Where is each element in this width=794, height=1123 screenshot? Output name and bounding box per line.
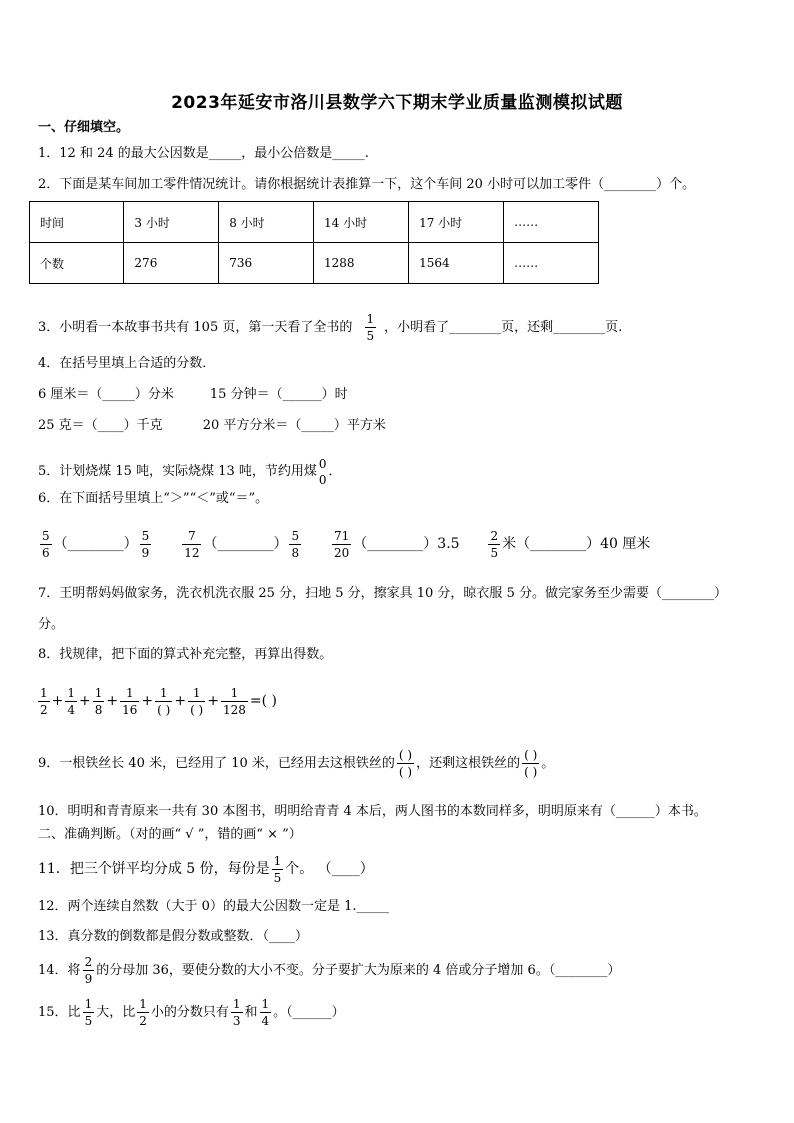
question-text: 在括号里填上合适的分数．	[59, 356, 216, 371]
question-2	[38, 176, 695, 194]
question-number: 14．	[38, 963, 68, 978]
question-text: 明明和青青原来一共有 30 本图书，明明给青青 4 本后，两人图书的本数同样多，明明原来有（______）本书。	[67, 804, 707, 819]
page-title: 2023年延安市洛川县数学六下期末学业质量监测模拟试题	[171, 93, 623, 113]
plus-sign: +	[79, 693, 91, 709]
question-text: 把三个饼平均分成 5 份，每份是	[69, 861, 270, 877]
question-number: 15．	[38, 1005, 68, 1020]
numerator: 5	[42, 528, 50, 543]
q4-item-c: 25 克＝（____）千克	[38, 418, 163, 433]
denominator: 2	[40, 702, 48, 717]
question-number: 5．	[38, 464, 60, 479]
fraction	[65, 687, 77, 716]
denominator: 6	[42, 545, 50, 560]
numerator: 1	[232, 997, 241, 1011]
fraction	[488, 530, 500, 559]
denominator-blank: ( )	[398, 765, 413, 779]
numerator: 0	[318, 456, 327, 471]
fraction	[83, 956, 95, 985]
denominator: 16	[122, 702, 138, 717]
question-11	[38, 852, 374, 886]
numerator: 1	[94, 685, 103, 700]
denominator: 4	[261, 1014, 270, 1028]
fraction	[188, 687, 205, 716]
numerator: 7	[182, 530, 201, 545]
fraction	[137, 998, 149, 1027]
plus-sign: +	[106, 693, 119, 709]
answer-blank: （________）	[516, 536, 601, 552]
fraction	[93, 687, 105, 716]
compare-value: 3.5	[437, 536, 460, 552]
plus-sign: +	[141, 693, 154, 709]
comparison-item	[330, 524, 460, 564]
q4-row-1	[38, 386, 348, 404]
denominator-blank: ( )	[157, 702, 171, 717]
fraction	[40, 530, 52, 559]
table-cell: 1564	[409, 243, 504, 284]
fraction	[231, 998, 243, 1027]
question-1	[38, 145, 369, 163]
answer-blank: （________）	[53, 536, 138, 552]
fraction-blank	[522, 749, 539, 778]
fraction	[289, 530, 301, 559]
fraction	[38, 687, 50, 716]
numerator: 71	[334, 528, 350, 543]
denominator: 5	[490, 545, 499, 560]
question-number: 9．	[38, 756, 60, 771]
table-cell: 14 小时	[314, 202, 409, 243]
question-number: 2．	[38, 177, 60, 192]
denominator: 20	[334, 545, 350, 560]
equals-answer-blank: =( )	[249, 693, 277, 709]
fraction	[332, 530, 351, 559]
question-number: 3．	[38, 320, 60, 335]
period: ．	[328, 464, 342, 479]
denominator: 12	[184, 545, 200, 560]
table-cell: 8 小时	[219, 202, 314, 243]
answer-blank: （________）	[203, 536, 288, 552]
question-7-cont: 分。	[38, 617, 65, 632]
denominator: 5	[273, 870, 282, 885]
question-number: 12．	[38, 899, 68, 914]
comparison-item	[180, 524, 303, 564]
fraction	[272, 855, 284, 884]
denominator-blank: ( )	[190, 702, 204, 717]
numerator: 1	[188, 687, 205, 702]
question-12	[38, 898, 389, 916]
numerator: 5	[291, 528, 300, 543]
question-text-cont: 个。 （____）	[285, 861, 374, 877]
question-number: 1．	[38, 146, 60, 161]
q4-item-d: 20 平方分米＝（_____）平方米	[202, 418, 386, 433]
numerator-blank: ( )	[398, 748, 413, 762]
question-text-cont: ，小明看了________页，还剩________页.	[384, 320, 623, 335]
table-cell: 3 小时	[124, 202, 219, 243]
section-heading-fill-in: 一、仔细填空。	[38, 120, 130, 135]
question-7	[38, 585, 727, 603]
denominator: 2	[139, 1014, 147, 1028]
compare-value: 40 厘米	[600, 536, 651, 552]
question-text-cont: 的分母加 36，要使分数的大小不变。分子要扩大为原来的 4 倍或分子增加 6。（________）	[96, 963, 621, 978]
fraction-blank	[397, 749, 414, 778]
unit: 米	[502, 536, 517, 552]
denominator: 9	[141, 545, 150, 560]
fraction	[182, 530, 201, 559]
question-3	[38, 312, 622, 344]
numerator-blank: ( )	[524, 748, 538, 762]
numerator: 1	[40, 685, 48, 700]
question-6	[38, 490, 268, 508]
numerator: 1	[120, 687, 139, 702]
q8-series	[36, 680, 277, 722]
denominator: 3	[232, 1014, 241, 1028]
q6-comparisons	[38, 524, 654, 564]
table-cell: ……	[504, 243, 599, 284]
question-text: 两个连续自然数（大于 0）的最大公因数一定是 1._____	[67, 899, 389, 914]
q4-row-2	[38, 417, 386, 435]
question-10	[38, 803, 707, 821]
numerator: 1	[139, 997, 147, 1011]
section-heading-judge: 二、准确判断。（对的画“ √ ”，错的画“ × ”）	[38, 827, 302, 842]
fraction	[155, 687, 172, 716]
question-9	[38, 744, 554, 784]
denominator: 9	[84, 972, 93, 986]
table-cell: ……	[504, 202, 599, 243]
denominator: 8	[291, 545, 300, 560]
fraction	[83, 998, 95, 1027]
question-number: 13．	[38, 929, 68, 944]
plus-sign: +	[174, 693, 187, 709]
fraction	[317, 458, 329, 486]
numerator: 1	[273, 853, 282, 868]
question-number: 11．	[38, 861, 70, 877]
denominator-blank: ( )	[524, 765, 538, 779]
numerator: 2	[490, 528, 499, 543]
q4-item-b: 15 分钟＝（______）时	[209, 387, 348, 402]
period: 。	[541, 756, 555, 771]
question-text: 计划烧煤 15 吨，实际烧煤 13 吨，节约用煤	[59, 464, 317, 479]
fraction	[365, 313, 377, 342]
denominator: 4	[67, 702, 76, 717]
numerator: 5	[141, 528, 150, 543]
question-13	[38, 928, 308, 946]
question-14	[38, 954, 620, 988]
fraction	[120, 687, 139, 716]
denominator: 0	[318, 472, 327, 487]
question-text: 12 和 24 的最大公因数是_____，最小公倍数是_____.	[59, 146, 369, 161]
question-number: 6．	[38, 491, 60, 506]
fraction	[140, 530, 152, 559]
question-text: 在下面括号里填上“＞”“＜”或“＝”。	[59, 491, 269, 506]
numerator: 2	[84, 955, 93, 969]
plus-sign: +	[207, 693, 219, 709]
numerator: 1	[67, 685, 76, 700]
table-row	[30, 243, 599, 284]
answer-blank: （________）	[353, 536, 438, 552]
question-number: 7．	[38, 586, 60, 601]
question-8	[38, 646, 332, 664]
denominator: 128	[222, 702, 246, 717]
question-4	[38, 355, 215, 373]
table-cell: 1288	[314, 243, 409, 284]
question-number: 10．	[38, 804, 68, 819]
question-text-cont: 。（______）	[273, 1005, 345, 1020]
question-text: 找规律，把下面的算式补充完整，再算出得数。	[59, 647, 333, 662]
question-number: 8．	[38, 647, 60, 662]
comparison-item	[38, 524, 153, 564]
question-text: 小的分数只有	[150, 1005, 229, 1020]
question-text: 一根铁丝长 40 米，已经用了 10 米，已经用去这根铁丝的	[59, 756, 395, 771]
fraction	[260, 998, 272, 1027]
production-table	[29, 201, 599, 284]
question-text: 和	[244, 1005, 258, 1020]
table-cell: 17 小时	[409, 202, 504, 243]
question-text-mid: ，还剩这根铁丝的	[416, 756, 521, 771]
question-text: 真分数的倒数都是假分数或整数．（____）	[67, 929, 309, 944]
q4-item-a: 6 厘米＝（_____）分米	[38, 387, 174, 402]
table-cell: 时间	[30, 202, 124, 243]
numerator: 1	[221, 687, 248, 702]
numerator: 1	[366, 312, 375, 326]
denominator: 5	[366, 329, 375, 343]
question-text: 比	[67, 1005, 81, 1020]
numerator: 1	[261, 997, 270, 1011]
comparison-item	[486, 524, 650, 564]
question-5	[38, 456, 342, 488]
question-number: 4．	[38, 356, 60, 371]
plus-sign: +	[51, 693, 64, 709]
denominator: 8	[94, 702, 103, 717]
numerator: 1	[155, 687, 172, 702]
question-text: 下面是某车间加工零件情况统计。请你根据统计表推算一下，这个车间 20 小时可以加工零件（________）个。	[59, 177, 696, 192]
table-cell: 个数	[30, 243, 124, 284]
question-text: 小明看一本故事书共有 105 页，第一天看了全书的	[59, 320, 353, 335]
question-text: 王明帮妈妈做家务，洗衣机洗衣服 25 分，扫地 5 分，擦家具 10 分，晾衣服 5 分。做完家务至少需要（________）	[59, 586, 727, 601]
numerator: 1	[84, 997, 93, 1011]
table-cell: 276	[124, 243, 219, 284]
question-15	[38, 995, 345, 1031]
table-row	[30, 202, 599, 243]
fraction	[221, 687, 248, 716]
question-text: 大，比	[96, 1005, 136, 1020]
denominator: 5	[84, 1014, 93, 1028]
question-text: 将	[67, 963, 81, 978]
table-cell: 736	[219, 243, 314, 284]
